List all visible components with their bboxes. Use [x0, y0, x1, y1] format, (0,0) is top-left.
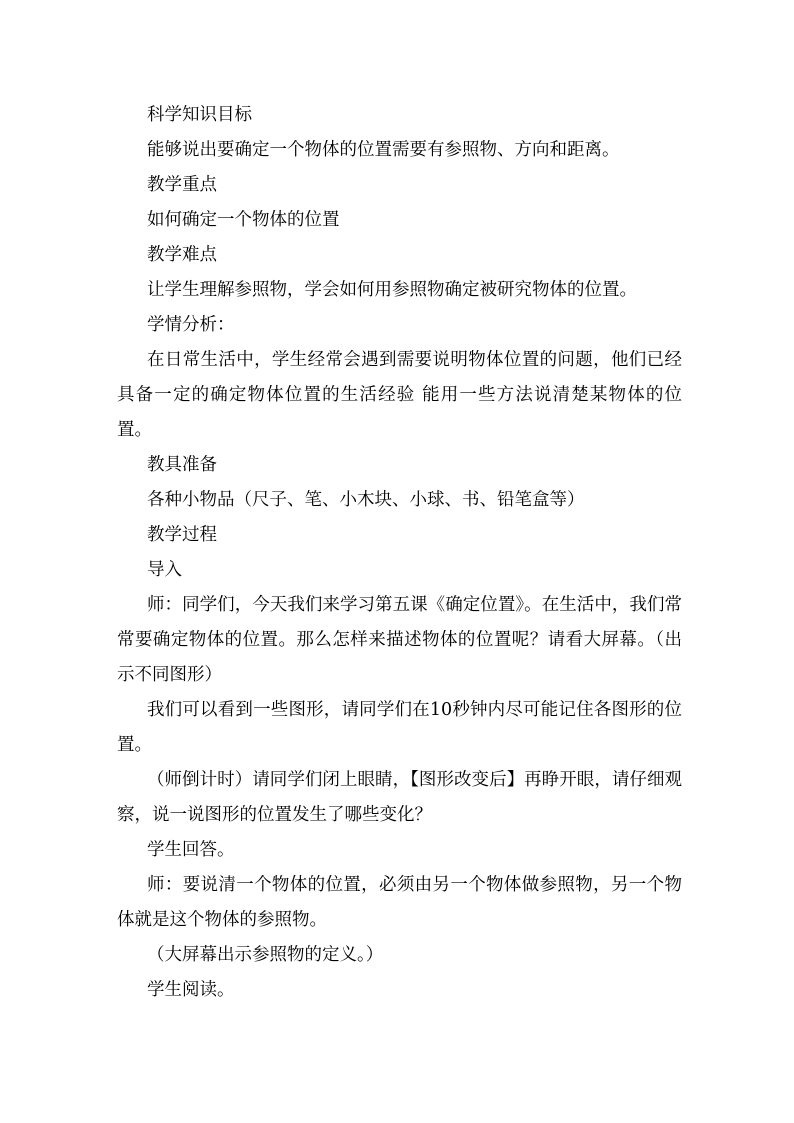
paragraph-student-reading: 学生阅读。: [147, 980, 235, 1000]
heading-teaching-process: 教学过程: [147, 525, 217, 545]
document-body: [117, 98, 682, 1008]
paragraph-difficulty-text: 让学生理解参照物，学会如何用参照物确定被研究物体的位置。: [147, 280, 637, 300]
paragraph-teacher-intro: 师：同学们，今天我们来学习第五课《确定位置》。在生活中，我们常常要确定物体的位置。那么怎样来描述物体的位置呢？请看大屏幕。（出示不同图形）: [117, 595, 682, 685]
paragraph-screen-definition: （大屏幕出示参照物的定义。）: [147, 945, 384, 965]
paragraph-countdown: （师倒计时）请同学们闭上眼睛，【图形改变后】再睁开眼，请仔细观察，说一说图形的位置发生了哪些变化？: [117, 770, 682, 825]
heading-student-analysis: 学情分析：: [147, 315, 235, 335]
heading-teaching-focus: 教学重点: [147, 175, 217, 195]
heading-teaching-difficulty: 教学难点: [147, 245, 217, 265]
paragraph-focus-text: 如何确定一个物体的位置: [147, 210, 340, 230]
paragraph-student-answer: 学生回答。: [147, 840, 235, 860]
heading-introduction: 导入: [147, 560, 182, 580]
paragraph-student-analysis-text: 在日常生活中，学生经常会遇到需要说明物体位置的问题，他们已经具备一定的确定物体位置的生活经验 能用一些方法说清楚某物体的位置。: [117, 350, 682, 440]
paragraph-reference-object: 师：要说清一个物体的位置，必须由另一个物体做参照物，另一个物体就是这个物体的参照物。: [117, 875, 682, 930]
heading-teaching-aids: 教具准备: [147, 455, 217, 475]
heading-science-knowledge-goal: 科学知识目标: [147, 105, 252, 125]
paragraph-observe-shapes: 我们可以看到一些图形，请同学们在10秒钟内尽可能记住各图形的位置。: [117, 700, 682, 755]
paragraph-teaching-aids-text: 各种小物品（尺子、笔、小木块、小球、书、铅笔盒等）: [147, 490, 585, 510]
paragraph-goal-text: 能够说出要确定一个物体的位置需要有参照物、方向和距离。: [147, 140, 620, 160]
